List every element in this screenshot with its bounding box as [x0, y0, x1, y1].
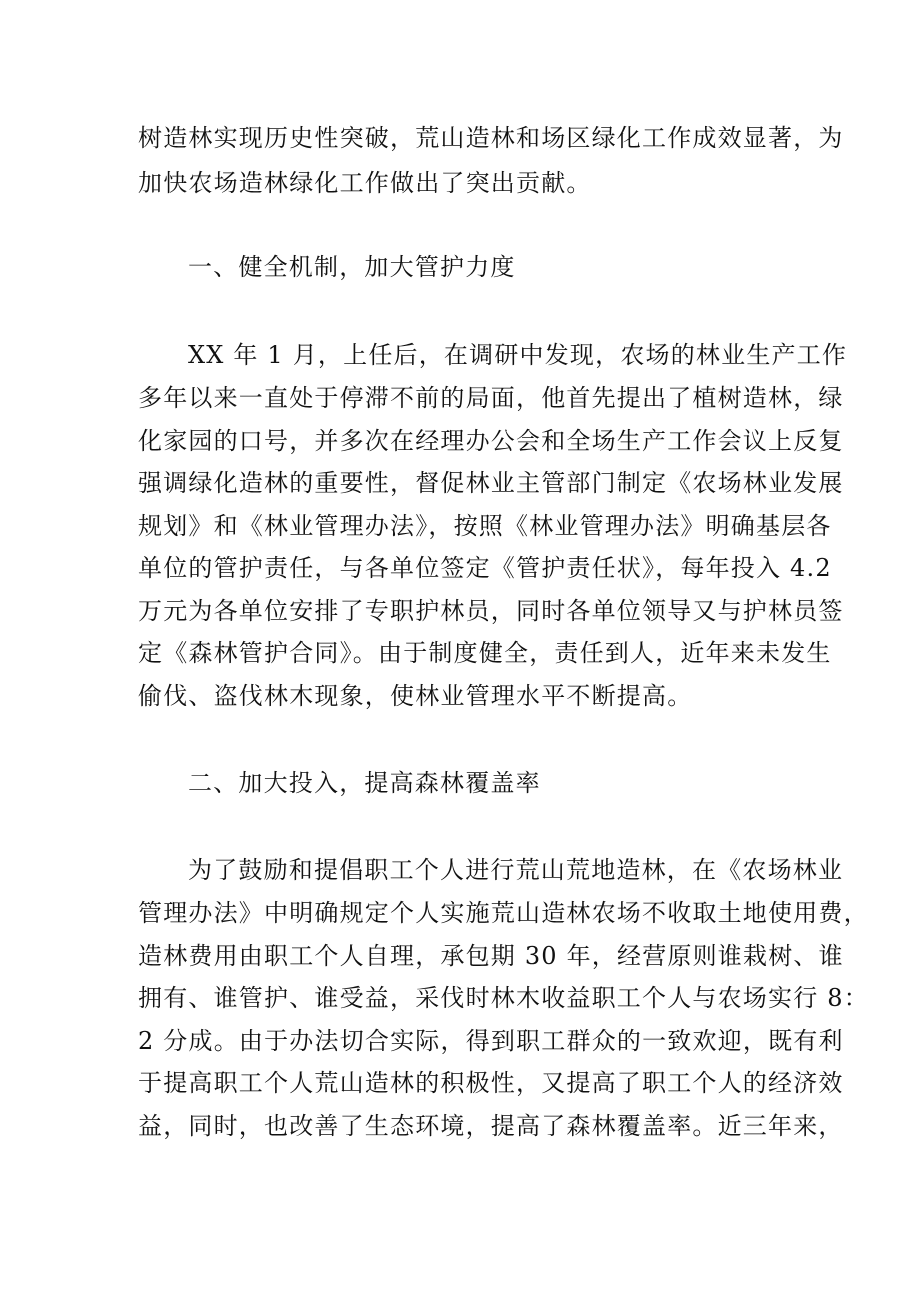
paragraph-line: XX 年 1 月，上任后，在调研中发现，农场的林业生产工作: [188, 341, 848, 369]
paragraph-line: 化家园的口号，并多次在经理办公会和全场生产工作会议上反复: [138, 427, 844, 455]
paragraph-line: 万元为各单位安排了专职护林员，同时各单位领导又与护林员签: [138, 597, 844, 625]
paragraph-line: 规划》和《林业管理办法》，按照《林业管理办法》明确基层各: [138, 512, 832, 540]
paragraph-line: 加快农场造林绿化工作做出了突出贡献。: [138, 169, 592, 197]
paragraph-line: 2 分成。由于办法切合实际，得到职工群众的一致欢迎，既有利: [138, 1027, 844, 1055]
paragraph-line: 益，同时，也改善了生态环境，提高了森林覆盖率。近三年来，: [138, 1112, 844, 1140]
paragraph-line: 树造林实现历史性突破，荒山造林和场区绿化工作成效显著，为: [138, 124, 844, 152]
paragraph-line: 多年以来一直处于停滞不前的局面，他首先提出了植树造林，绿: [138, 384, 844, 412]
paragraph-line: 单位的管护责任，与各单位签定《管护责任状》，每年投入 4.2: [138, 554, 832, 582]
paragraph-line: 于提高职工个人荒山造林的积极性，又提高了职工个人的经济效: [138, 1069, 844, 1097]
paragraph-line: 定《森林管护合同》。由于制度健全，责任到人，近年来未发生: [138, 639, 832, 667]
paragraph-line: 强调绿化造林的重要性，督促林业主管部门制定《农场林业发展: [138, 469, 844, 497]
paragraph-line: 管理办法》中明确规定个人实施荒山造林农场不收取土地使用费，: [138, 899, 869, 927]
paragraph-line: 造林费用由职工个人自理，承包期 30 年，经营原则谁栽树、谁: [138, 942, 844, 970]
paragraph-line: 拥有、谁管护、谁受益，采伐时林木收益职工个人与农场实行 8：: [138, 984, 869, 1012]
section-heading: 二、加大投入，提高森林覆盖率: [188, 769, 541, 797]
paragraph-line: 为了鼓励和提倡职工个人进行荒山荒地造林，在《农场林业: [188, 856, 844, 884]
paragraph-line: 偷伐、盗伐林木现象，使林业管理水平不断提高。: [138, 682, 693, 710]
section-heading: 一、健全机制，加大管护力度: [188, 253, 516, 281]
